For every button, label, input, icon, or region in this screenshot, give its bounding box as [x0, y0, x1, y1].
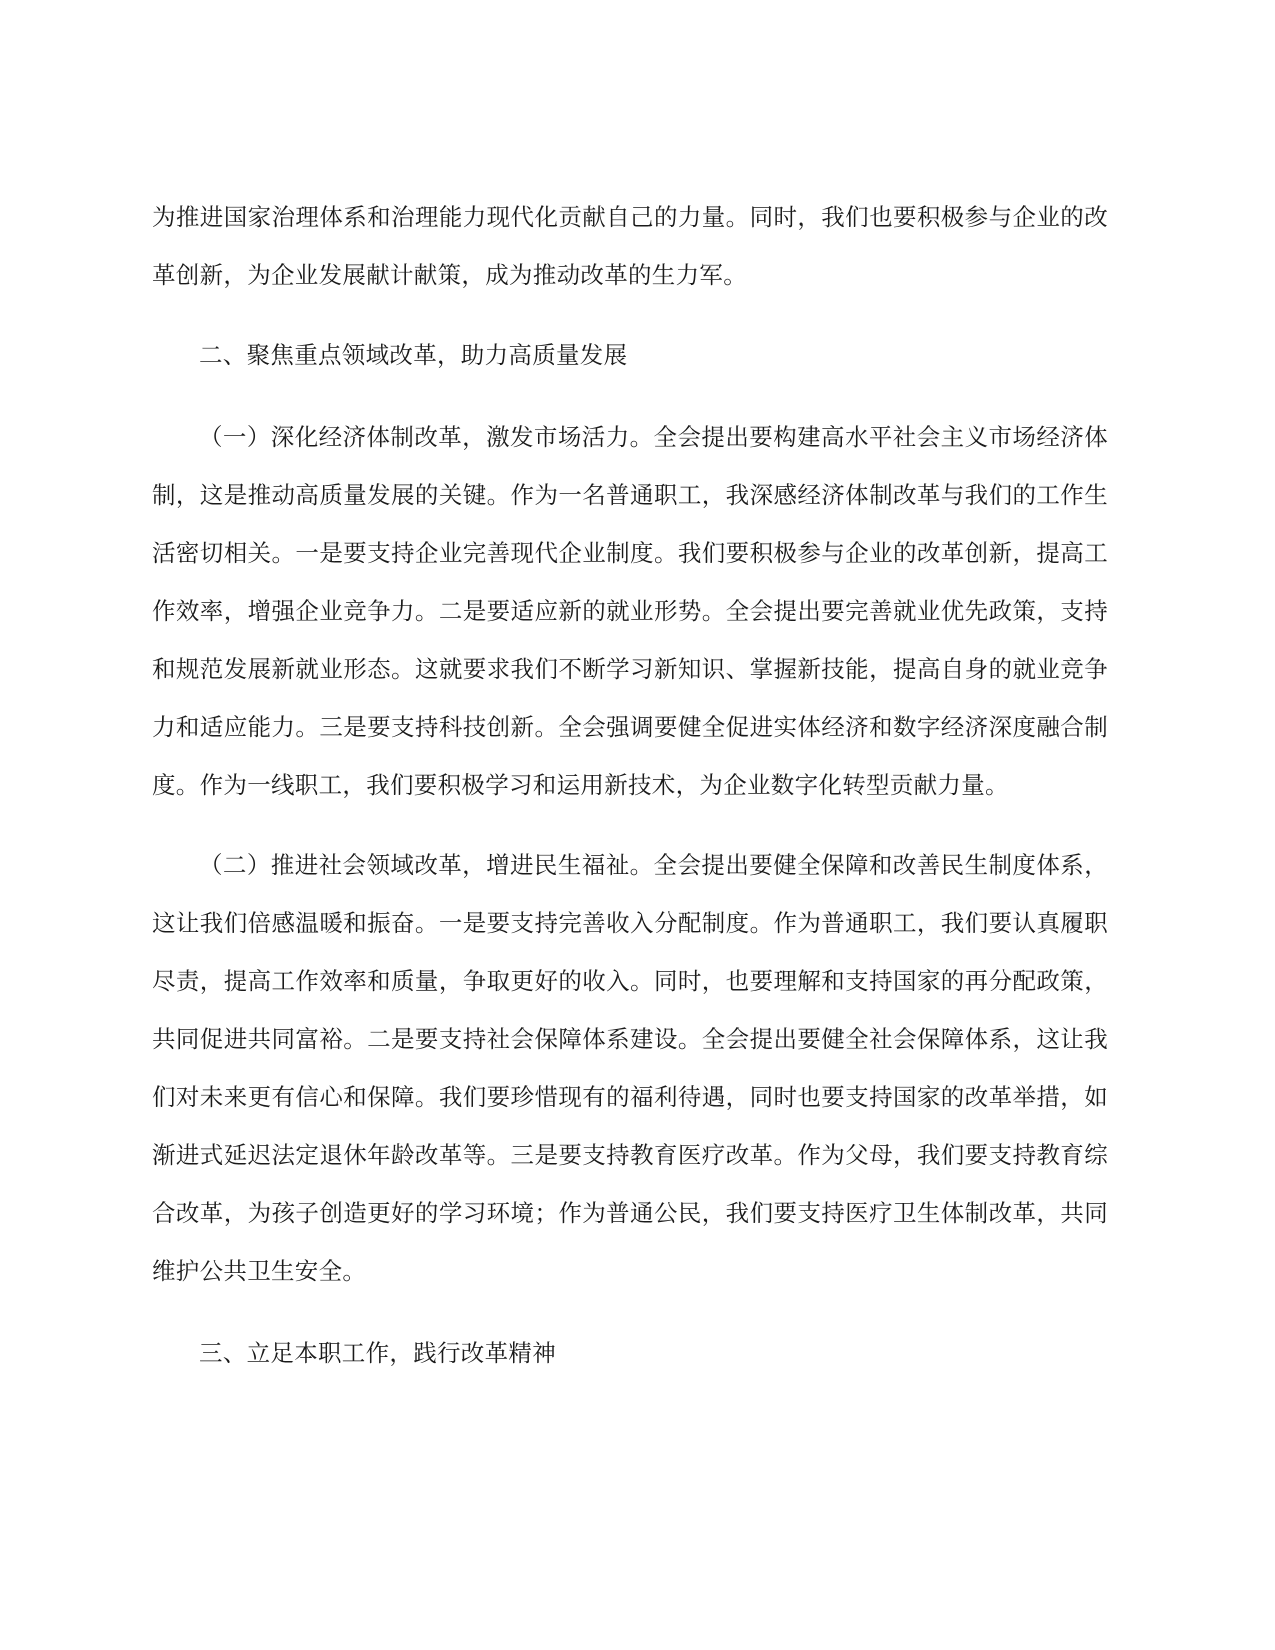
document-body [152, 188, 1108, 1404]
paragraph-social-reform: （二）推进社会领域改革，增进民生福祉。全会提出要健全保障和改善民生制度体系，这让我们倍感温暖和振奋。一是要支持完善收入分配制度。作为普通职工，我们要认真履职尽责，提高工作效率和质量，争取更好的收入。同时，也要理解和支持国家的再分配政策，共同促进共同富裕。二是要支持社会保障体系建设。全会提出要健全社会保障体系，这让我们对未来更有信心和保障。我们要珍惜现有的福利待遇，同时也要支持国家的改革举措，如渐进式延迟法定退休年龄改革等。三是要支持教育医疗改革。作为父母，我们要支持教育综合改革，为孩子创造更好的学习环境；作为普通公民，我们要支持医疗卫生体制改革，共同维护公共卫生安全。 [152, 851, 1108, 1285]
section-heading-2: 二、聚焦重点领域改革，助力高质量发展 [199, 341, 628, 369]
section-heading-3: 三、立足本职工作，践行改革精神 [199, 1339, 556, 1367]
paragraph-intro: 为推进国家治理体系和治理能力现代化贡献自己的力量。同时，我们也要积极参与企业的改革创新，为企业发展献计献策，成为推动改革的生力军。 [152, 203, 1108, 289]
paragraph-economic-reform: （一）深化经济体制改革，激发市场活力。全会提出要构建高水平社会主义市场经济体制，这是推动高质量发展的关键。作为一名普通职工，我深感经济体制改革与我们的工作生活密切相关。一是要支持企业完善现代企业制度。我们要积极参与企业的改革创新，提高工作效率，增强企业竞争力。二是要适应新的就业形势。全会提出要完善就业优先政策，支持和规范发展新就业形态。这就要求我们不断学习新知识、掌握新技能，提高自身的就业竞争力和适应能力。三是要支持科技创新。全会强调要健全促进实体经济和数字经济深度融合制度。作为一线职工，我们要积极学习和运用新技术，为企业数字化转型贡献力量。 [152, 423, 1108, 799]
